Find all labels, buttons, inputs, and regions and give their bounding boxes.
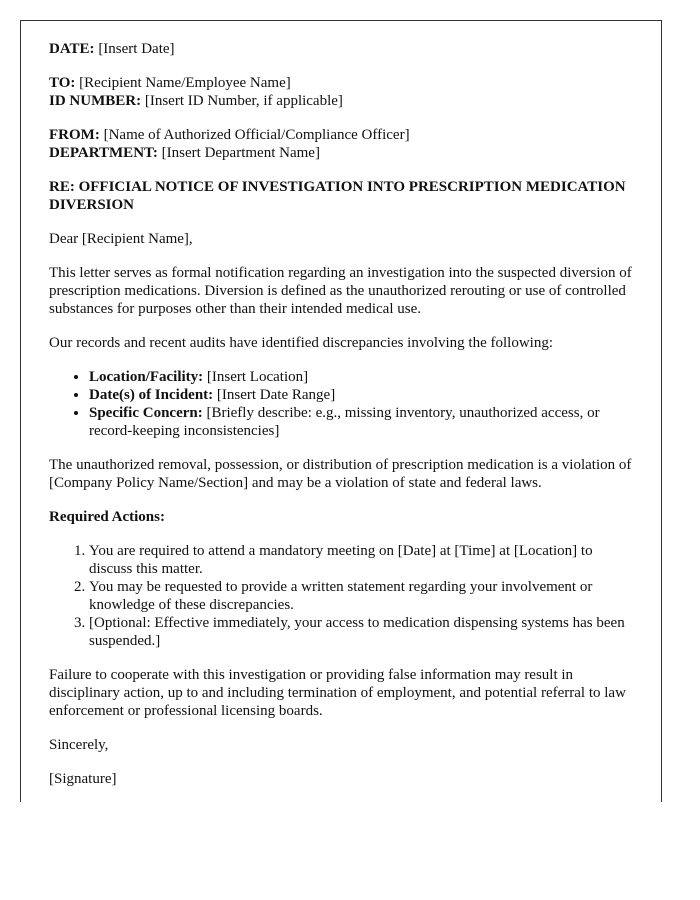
id-number-value: [Insert ID Number, if applicable]	[141, 93, 343, 109]
letter-document	[20, 20, 662, 802]
id-number-label: ID NUMBER:	[49, 93, 142, 109]
header-date	[49, 40, 633, 58]
action-item: 2. You may be requested to provide a written statement regarding your involvement or knowledge of these discrepancies.	[89, 578, 633, 614]
detail-value: [Insert Date Range]	[213, 387, 336, 403]
from-value: [Name of Authorized Official/Compliance Officer]	[99, 127, 410, 143]
department-value: [Insert Department Name]	[157, 145, 320, 161]
department-label: DEPARTMENT:	[49, 145, 158, 161]
required-actions-heading	[49, 508, 633, 526]
intro-paragraph: This letter serves as formal notification regarding an investigation into the suspected diversion of prescription medications. Diversion is defined as the unauthorized rerouting or use of controlled substances for purposes other than their intended medical use.	[49, 265, 632, 317]
closing: Sincerely,	[49, 737, 109, 753]
consequences-paragraph: Failure to cooperate with this investigation or providing false information may result in disciplinary action, up to and including termination of employment, and potential referral to law enforcement or professional licensing boards.	[49, 667, 626, 719]
action-item: 3. [Optional: Effective immediately, your access to medication dispensing systems has been suspended.]	[89, 614, 633, 650]
records-intro-paragraph: Our records and recent audits have identified discrepancies involving the following:	[49, 335, 554, 351]
detail-value: [Insert Location]	[203, 369, 309, 385]
header-sender-block	[49, 126, 633, 162]
salutation: Dear [Recipient Name],	[49, 231, 193, 247]
detail-item-concern	[89, 404, 633, 440]
subject-line: RE: OFFICIAL NOTICE OF INVESTIGATION INTO PRESCRIPTION MEDICATION DIVERSION	[49, 179, 626, 213]
detail-item-dates	[89, 386, 633, 404]
detail-label: Specific Concern:	[89, 405, 203, 421]
required-actions-heading-text: Required Actions:	[49, 509, 165, 525]
detail-value: [Briefly describe: e.g., missing inventory, unauthorized access, or record-keeping inconsistencies]	[89, 405, 600, 439]
detail-label: Location/Facility:	[89, 369, 204, 385]
document-viewport	[20, 20, 662, 802]
required-actions-list	[49, 542, 633, 650]
action-item: 1. You are required to attend a mandatory meeting on [Date] at [Time] at [Location] to discuss this matter.	[89, 542, 633, 578]
detail-label: Date(s) of Incident:	[89, 387, 214, 403]
violation-paragraph: The unauthorized removal, possession, or distribution of prescription medication is a violation of [Company Policy Name/Section] and may be a violation of state and federal laws.	[49, 457, 632, 491]
to-value: [Recipient Name/Employee Name]	[75, 75, 291, 91]
detail-item-location	[89, 368, 633, 386]
header-recipient-block	[49, 74, 633, 110]
to-label: TO:	[49, 75, 76, 91]
signature-line: [Signature]	[49, 771, 117, 787]
date-value: [Insert Date]	[94, 41, 175, 57]
date-label: DATE:	[49, 41, 95, 57]
incident-details-list	[49, 368, 633, 440]
from-label: FROM:	[49, 127, 100, 143]
